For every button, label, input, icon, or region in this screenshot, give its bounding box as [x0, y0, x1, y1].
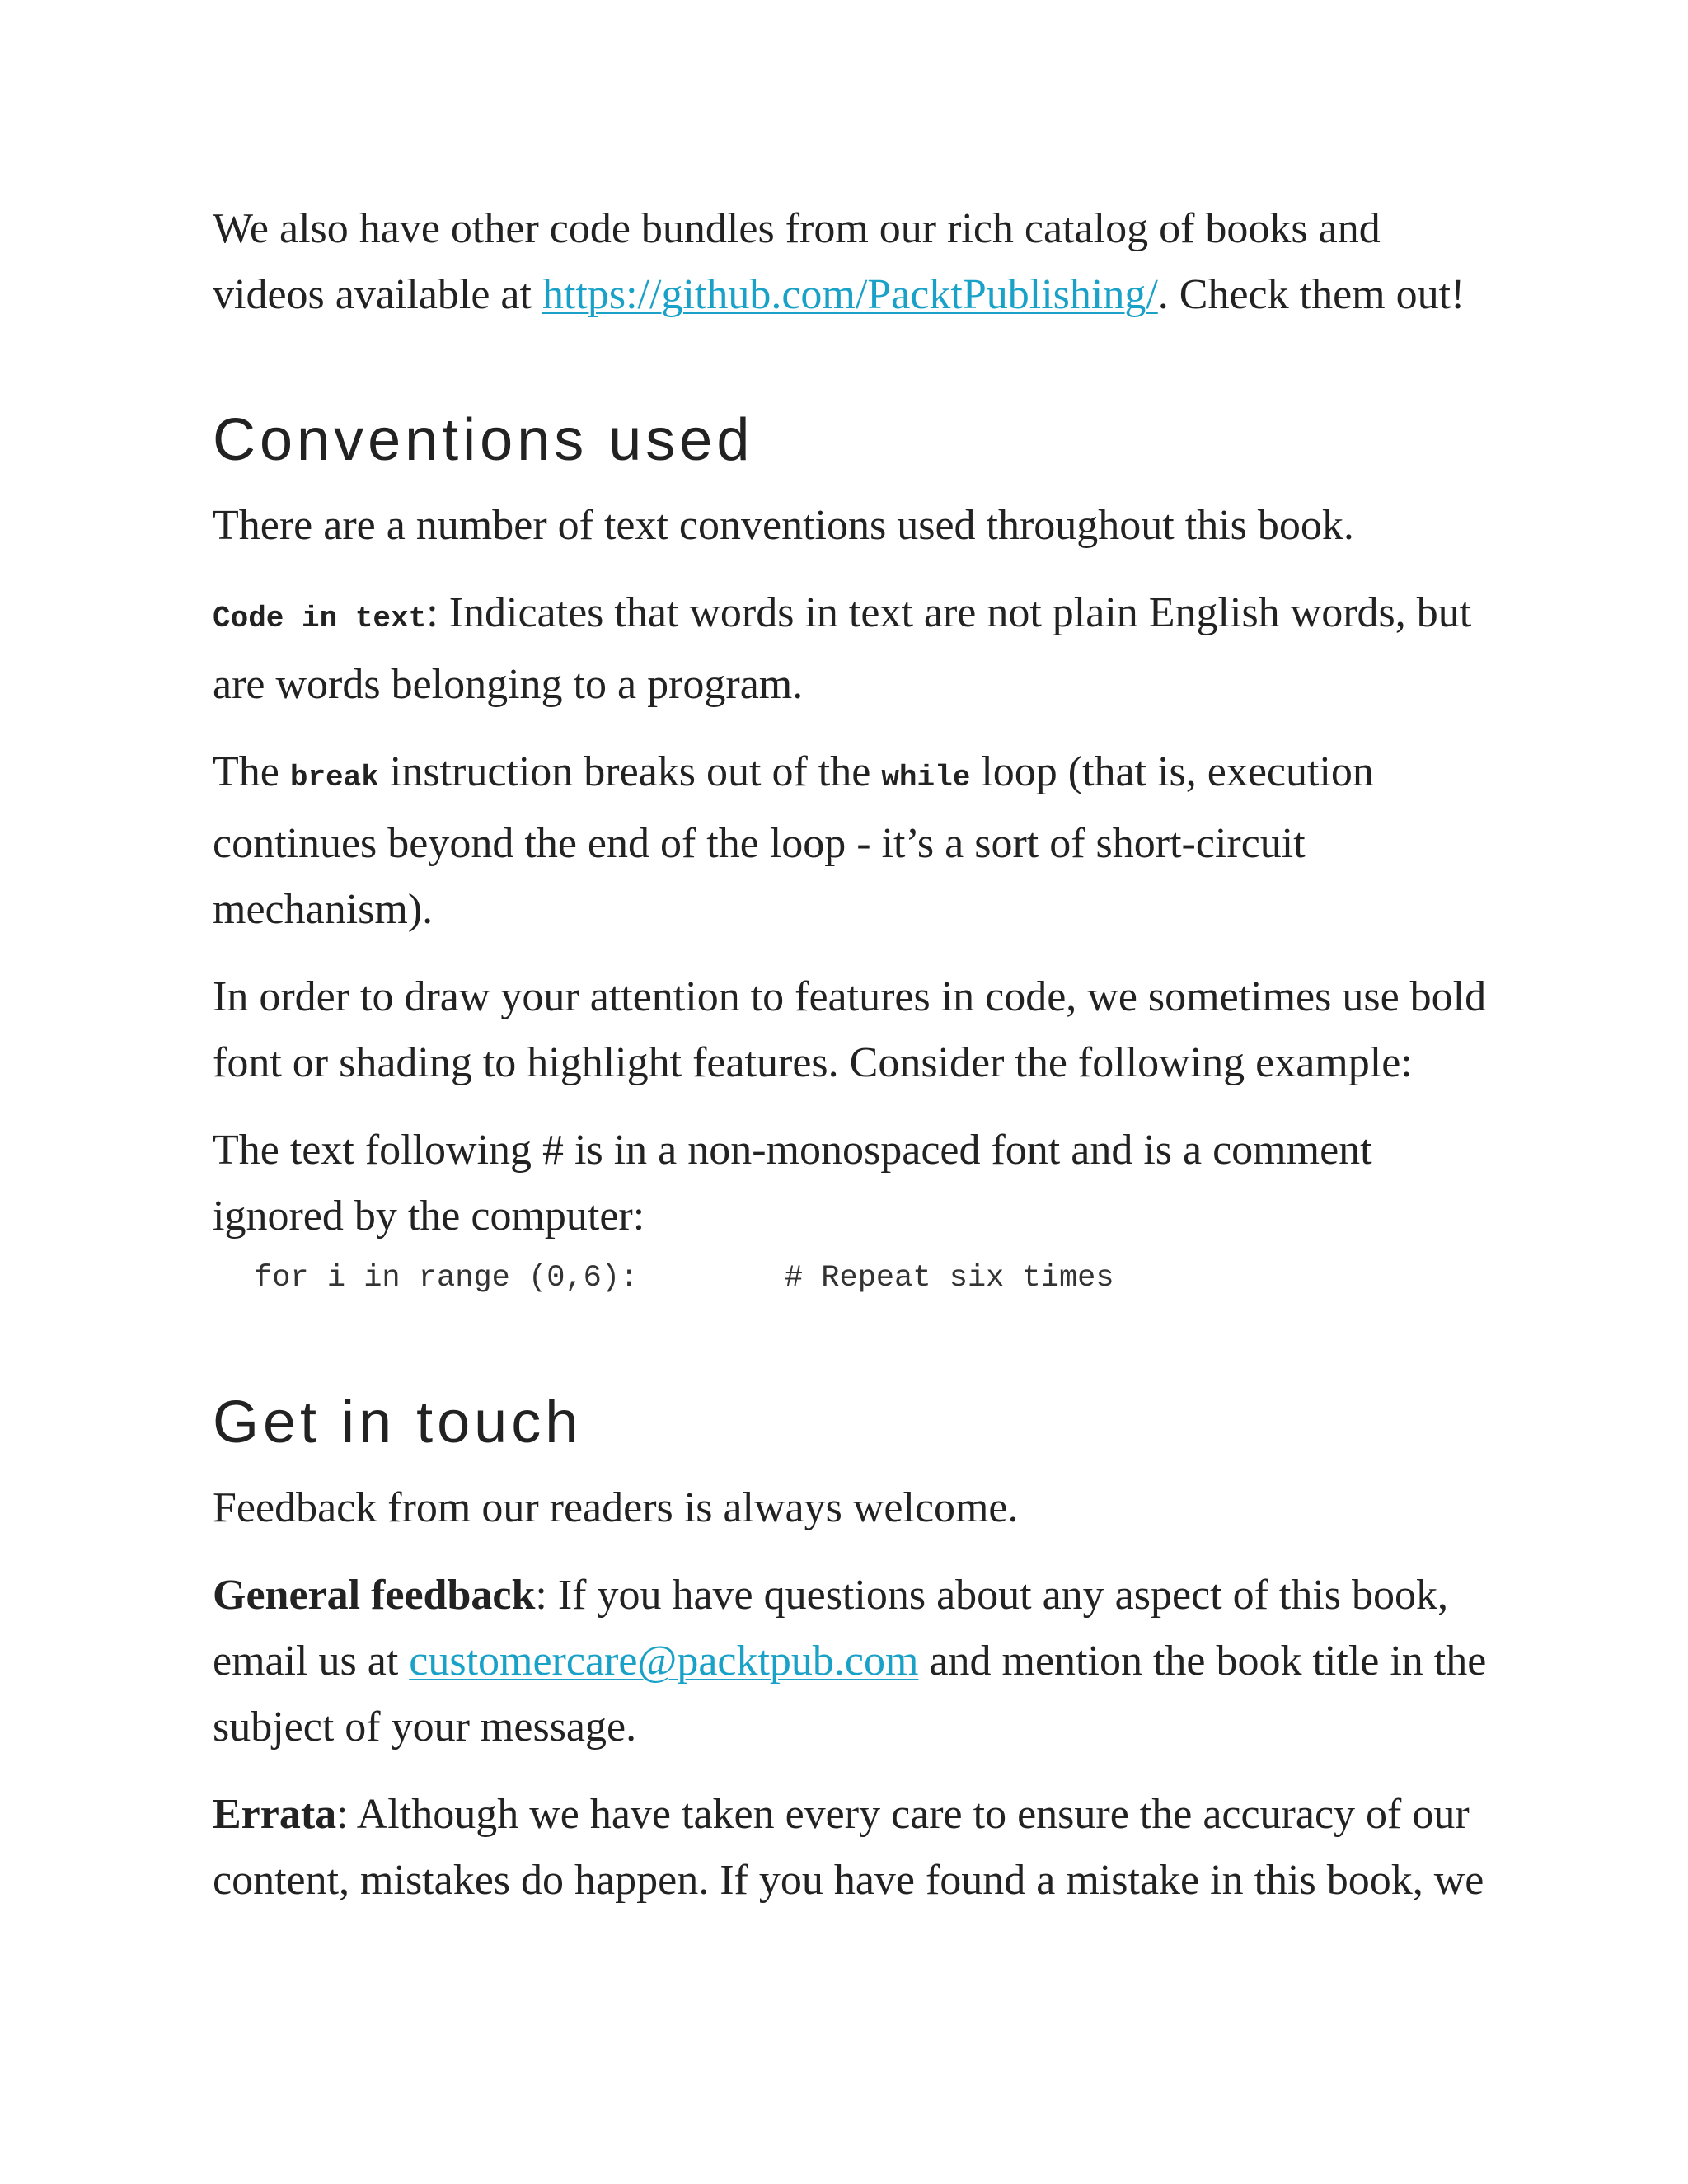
break-paragraph: [213, 739, 1498, 943]
conventions-intro: There are a number of text conventions used throughout this book.: [213, 502, 1354, 549]
intro-paragraph: [213, 196, 1498, 328]
github-link[interactable]: https://github.com/PacktPublishing/: [542, 271, 1158, 318]
general-feedback-term: General feedback: [213, 1572, 536, 1619]
touch-intro: Feedback from our readers is always welcome.: [213, 1484, 1019, 1531]
bold-shading-paragraph: In order to draw your attention to features in code, we sometimes use bold font or shading to highlight features. Consider the following example:: [213, 973, 1487, 1086]
break-text-after: loop (that is, execution continues beyond the end of the loop - it’s a sort of short-circuit mechanism).: [213, 748, 1374, 933]
errata-paragraph: [213, 1782, 1498, 1914]
code-in-text-term: Code in text: [213, 602, 427, 635]
break-text-middle: instruction breaks out of the: [378, 748, 882, 795]
break-text-before: The: [213, 748, 290, 795]
break-code: break: [289, 761, 379, 794]
code-in-text-desc: : Indicates that words in text are not plain English words, but are words belonging to a program.: [213, 589, 1472, 708]
get-in-touch-heading: Get in touch: [213, 1390, 583, 1455]
errata-term: Errata: [213, 1791, 337, 1838]
general-feedback-text-after: and mention the book title in the subject of your message.: [213, 1638, 1487, 1750]
intro-text-before: We also have other code bundles from our rich catalog of books and videos available at: [213, 205, 1381, 318]
general-feedback-paragraph: [213, 1563, 1498, 1760]
while-code: while: [881, 761, 971, 794]
code-example: for i in range (0,6): # Repeat six times: [254, 1261, 1114, 1296]
book-page: [213, 196, 1498, 1935]
customer-care-email-link[interactable]: customercare@packtpub.com: [409, 1638, 919, 1685]
conventions-heading: Conventions used: [213, 407, 754, 473]
code-in-text-paragraph: [213, 580, 1498, 718]
general-feedback-text-before: : If you have questions about any aspect of this book, email us at: [213, 1572, 1449, 1685]
errata-text: : Although we have taken every care to ensure the accuracy of our content, mistakes do happen. If you have found a mistake in this book, we: [213, 1791, 1484, 1904]
intro-text-after: . Check them out!: [1157, 271, 1465, 318]
comment-note-paragraph: The text following # is in a non-monospaced font and is a comment ignored by the computer:: [213, 1127, 1372, 1240]
